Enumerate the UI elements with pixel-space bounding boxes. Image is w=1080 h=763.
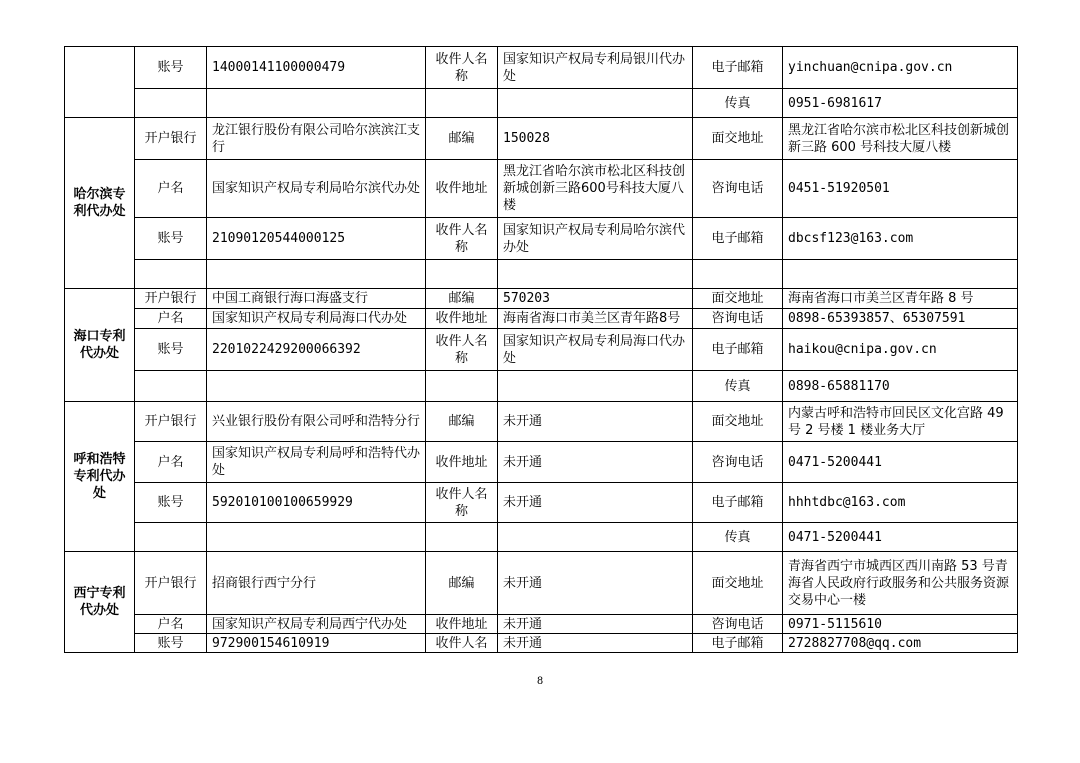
xining-bank-row (65, 552, 1018, 615)
account-name-label: 户名 (135, 309, 207, 329)
empty-cell (498, 371, 693, 402)
postcode-label: 邮编 (426, 552, 498, 615)
account-name-label: 户名 (135, 160, 207, 218)
mail-address-label: 收件地址 (426, 615, 498, 634)
bank-label: 开户银行 (135, 552, 207, 615)
account-name-value: 国家知识产权局专利局呼和浩特代办处 (207, 442, 426, 483)
postcode-value: 未开通 (498, 402, 693, 442)
office-name-xining: 西宁专利代办处 (65, 552, 135, 653)
recipient-name-label: 收件人名称 (426, 47, 498, 89)
page-number: 8 (536, 676, 544, 687)
yinchuan-account-row (65, 47, 1018, 89)
email-label: 电子邮箱 (693, 634, 783, 653)
phone-value: 0971-5115610 (783, 615, 1018, 634)
bank-label: 开户银行 (135, 289, 207, 309)
empty-cell (207, 89, 426, 118)
empty-cell (207, 523, 426, 552)
phone-label: 咨询电话 (693, 442, 783, 483)
phone-label: 咨询电话 (693, 160, 783, 218)
phone-label: 咨询电话 (693, 309, 783, 329)
fax-value: 0898-65881170 (783, 371, 1018, 402)
email-label: 电子邮箱 (693, 483, 783, 523)
recipient-name-value: 国家知识产权局专利局海口代办处 (498, 329, 693, 371)
haikou-account-row (65, 329, 1018, 371)
empty-cell (207, 260, 426, 289)
haikou-account-name-row (65, 309, 1018, 329)
haikou-fax-row (65, 371, 1018, 402)
xining-account-name-row (65, 615, 1018, 634)
hohhot-bank-row (65, 402, 1018, 442)
account-label: 账号 (135, 329, 207, 371)
fax-value: 0951-6981617 (783, 89, 1018, 118)
empty-cell (783, 260, 1018, 289)
empty-cell (135, 89, 207, 118)
counter-address-label: 面交地址 (693, 118, 783, 160)
office-name-harbin: 哈尔滨专利代办处 (65, 118, 135, 289)
account-label: 账号 (135, 47, 207, 89)
empty-cell (498, 260, 693, 289)
empty-cell (207, 371, 426, 402)
recipient-name-label: 收件人名称 (426, 483, 498, 523)
account-value: 21090120544000125 (207, 218, 426, 260)
account-value: 2201022429200066392 (207, 329, 426, 371)
fax-value: 0471-5200441 (783, 523, 1018, 552)
account-value: 592010100100659929 (207, 483, 426, 523)
yinchuan-fax-row (65, 89, 1018, 118)
empty-cell (498, 89, 693, 118)
recipient-name-value: 国家知识产权局专利局银川代办处 (498, 47, 693, 89)
postcode-value: 未开通 (498, 552, 693, 615)
fax-label: 传真 (693, 523, 783, 552)
empty-cell (135, 260, 207, 289)
email-value: 2728827708@qq.com (783, 634, 1018, 653)
account-value: 14000141100000479 (207, 47, 426, 89)
recipient-name-value: 国家知识产权局专利局哈尔滨代办处 (498, 218, 693, 260)
fax-label: 传真 (693, 89, 783, 118)
email-label: 电子邮箱 (693, 47, 783, 89)
hohhot-fax-row (65, 523, 1018, 552)
account-name-value: 国家知识产权局专利局哈尔滨代办处 (207, 160, 426, 218)
account-name-label: 户名 (135, 442, 207, 483)
email-value: dbcsf123@163.com (783, 218, 1018, 260)
yinchuan-office-cell (65, 47, 135, 118)
counter-address-label: 面交地址 (693, 402, 783, 442)
postcode-label: 邮编 (426, 289, 498, 309)
office-name-hohhot: 呼和浩特专利代办处 (65, 402, 135, 552)
mail-address-value: 海南省海口市美兰区青年路8号 (498, 309, 693, 329)
phone-value: 0471-5200441 (783, 442, 1018, 483)
counter-address-label: 面交地址 (693, 552, 783, 615)
email-label: 电子邮箱 (693, 329, 783, 371)
postcode-value: 570203 (498, 289, 693, 309)
account-label: 账号 (135, 634, 207, 653)
phone-label: 咨询电话 (693, 615, 783, 634)
bank-label: 开户银行 (135, 402, 207, 442)
mail-address-value: 未开通 (498, 615, 693, 634)
empty-cell (135, 371, 207, 402)
phone-value: 0451-51920501 (783, 160, 1018, 218)
bank-value: 中国工商银行海口海盛支行 (207, 289, 426, 309)
counter-address-label: 面交地址 (693, 289, 783, 309)
recipient-name-label: 收件人名称 (426, 218, 498, 260)
bank-value: 兴业银行股份有限公司呼和浩特分行 (207, 402, 426, 442)
postcode-label: 邮编 (426, 118, 498, 160)
email-value: yinchuan@cnipa.gov.cn (783, 47, 1018, 89)
office-name-haikou: 海口专利代办处 (65, 289, 135, 402)
mail-address-value: 未开通 (498, 442, 693, 483)
empty-cell (426, 523, 498, 552)
empty-cell (426, 260, 498, 289)
hohhot-account-row (65, 483, 1018, 523)
recipient-name-label: 收件人名称 (426, 329, 498, 371)
bank-label: 开户银行 (135, 118, 207, 160)
empty-cell (426, 371, 498, 402)
postcode-value: 150028 (498, 118, 693, 160)
phone-value: 0898-65393857、65307591 (783, 309, 1018, 329)
empty-cell (498, 523, 693, 552)
patent-office-info-table (64, 46, 1018, 653)
account-label: 账号 (135, 483, 207, 523)
recipient-name-label: 收件人名 (426, 634, 498, 653)
mail-address-label: 收件地址 (426, 442, 498, 483)
haikou-bank-row (65, 289, 1018, 309)
counter-address-value: 黑龙江省哈尔滨市松北区科技创新城创新三路 600 号科技大厦八楼 (783, 118, 1018, 160)
mail-address-value: 黑龙江省哈尔滨市松北区科技创新城创新三路600号科技大厦八楼 (498, 160, 693, 218)
empty-cell (135, 523, 207, 552)
empty-cell (426, 89, 498, 118)
account-label: 账号 (135, 218, 207, 260)
harbin-empty-row (65, 260, 1018, 289)
bank-value: 龙江银行股份有限公司哈尔滨滨江支行 (207, 118, 426, 160)
empty-cell (693, 260, 783, 289)
mail-address-label: 收件地址 (426, 309, 498, 329)
recipient-name-value: 未开通 (498, 634, 693, 653)
mail-address-label: 收件地址 (426, 160, 498, 218)
account-value: 972900154610919 (207, 634, 426, 653)
fax-label: 传真 (693, 371, 783, 402)
bank-value: 招商银行西宁分行 (207, 552, 426, 615)
email-value: haikou@cnipa.gov.cn (783, 329, 1018, 371)
counter-address-value: 海南省海口市美兰区青年路 8 号 (783, 289, 1018, 309)
recipient-name-value: 未开通 (498, 483, 693, 523)
account-name-value: 国家知识产权局专利局海口代办处 (207, 309, 426, 329)
postcode-label: 邮编 (426, 402, 498, 442)
harbin-bank-row (65, 118, 1018, 160)
harbin-account-name-row (65, 160, 1018, 218)
xining-account-row (65, 634, 1018, 653)
account-name-value: 国家知识产权局专利局西宁代办处 (207, 615, 426, 634)
email-value: hhhtdbc@163.com (783, 483, 1018, 523)
counter-address-value: 内蒙古呼和浩特市回民区文化宫路 49 号 2 号楼 1 楼业务大厅 (783, 402, 1018, 442)
hohhot-account-name-row (65, 442, 1018, 483)
counter-address-value: 青海省西宁市城西区西川南路 53 号青海省人民政府行政服务和公共服务资源交易中心一楼 (783, 552, 1018, 615)
harbin-account-row (65, 218, 1018, 260)
account-name-label: 户名 (135, 615, 207, 634)
email-label: 电子邮箱 (693, 218, 783, 260)
